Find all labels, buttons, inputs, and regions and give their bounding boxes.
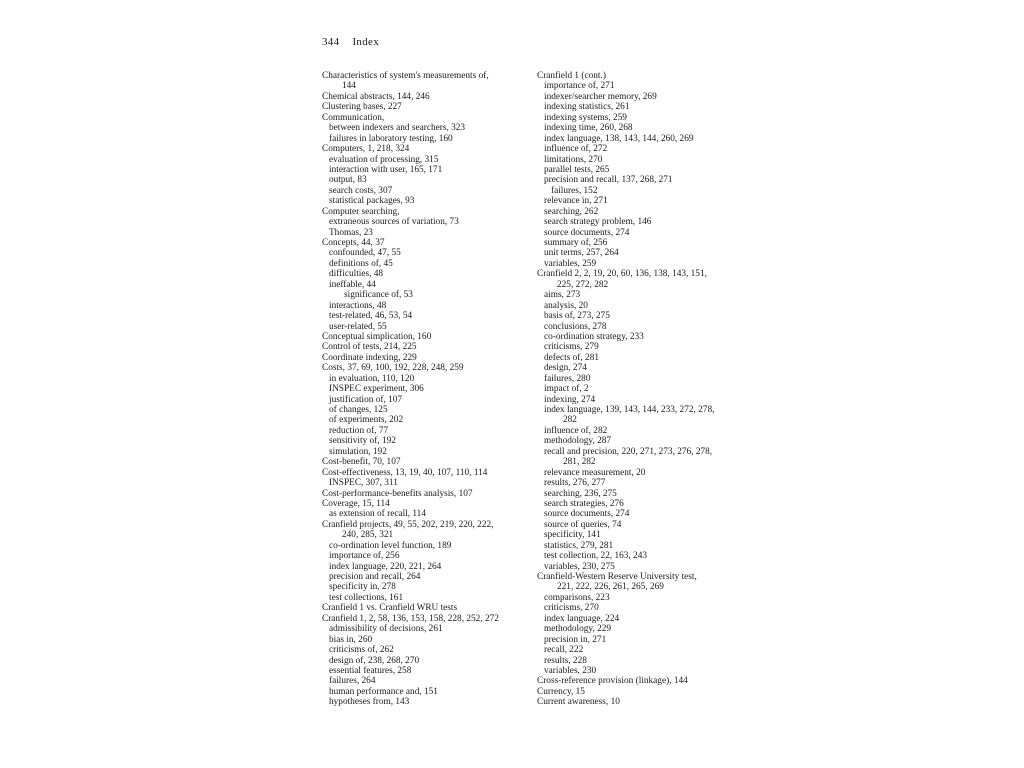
index-subentry: conclusions, 278 xyxy=(544,321,607,332)
index-subentry: recall, 222 xyxy=(544,645,584,656)
index-subentry: relevance in, 271 xyxy=(544,196,608,207)
index-subentry: criticisms, 279 xyxy=(544,342,599,353)
index-subentry: failures, 264 xyxy=(329,676,376,687)
index-subentry: indexing, 274 xyxy=(544,394,596,405)
index-subentry: ineffable, 44 xyxy=(329,279,376,290)
index-heading: Cranfield 1, 2, 58, 136, 153, 158, 228, 252, 272 xyxy=(322,613,499,624)
index-subentry: limitations, 270 xyxy=(544,154,603,165)
index-subentry: Thomas, 23 xyxy=(329,227,373,238)
index-heading: Computer searching, xyxy=(322,206,400,217)
index-heading: Chemical abstracts, 144, 246 xyxy=(322,91,430,102)
index-subentry: aims, 273 xyxy=(544,290,581,301)
index-heading: Concepts, 44, 37 xyxy=(322,238,385,248)
index-continuation: 240, 285, 321 xyxy=(342,530,394,541)
index-heading: Cross-reference provision (linkage), 144 xyxy=(537,676,688,687)
index-subentry: co-ordination strategy, 233 xyxy=(544,331,644,342)
index-subentry: index language, 224 xyxy=(544,613,620,624)
index-subentry: searching, 262 xyxy=(544,206,599,217)
index-subentry: INSPEC experiment, 306 xyxy=(329,384,424,395)
index-subentry: of experiments, 202 xyxy=(329,415,404,426)
index-subentry: design, 274 xyxy=(544,363,587,374)
index-heading: Characteristics of system's measurements of, xyxy=(322,71,489,81)
index-subentry: source of queries, 74 xyxy=(544,519,622,530)
index-subentry: variables, 259 xyxy=(544,258,597,269)
index-subentry: impact of, 2 xyxy=(544,384,589,395)
index-subentry: specificity in, 278 xyxy=(329,582,396,593)
index-subentry: as extension of recall, 114 xyxy=(329,509,426,520)
index-heading: Conceptual simplication, 160 xyxy=(322,331,432,342)
index-subentry: admissibility of decisions, 261 xyxy=(329,624,443,635)
index-subentry: reduction of, 77 xyxy=(329,425,389,436)
index-continuation: 225, 272, 282 xyxy=(557,279,609,290)
index-subentry: between indexers and searchers, 323 xyxy=(329,123,466,134)
index-subentry: bias in, 260 xyxy=(329,634,373,645)
index-subentry: relevance measurement, 20 xyxy=(544,467,646,478)
index-heading: Currency, 15 xyxy=(537,686,585,697)
index-subentry: in evaluation, 110, 120 xyxy=(329,373,415,384)
index-subentry: essential features, 258 xyxy=(329,665,412,676)
index-subentry: index language, 139, 143, 144, 233, 272, 278, xyxy=(544,405,715,415)
index-subentry: difficulties, 48 xyxy=(329,269,384,280)
index-subentry: searching, 236, 275 xyxy=(544,488,617,499)
index-heading: Cost-performance-benefits analysis, 107 xyxy=(322,488,473,499)
index-subentry: extraneous sources of variation, 73 xyxy=(329,217,459,228)
index-subentry: search strategy problem, 146 xyxy=(544,217,652,228)
index-heading: Control of tests, 214, 225 xyxy=(322,342,417,353)
index-subentry: simulation, 192 xyxy=(329,446,387,457)
index-subentry: methodology, 229 xyxy=(544,624,612,635)
index-subentry: statistics, 279, 281 xyxy=(544,540,614,551)
index-column-right xyxy=(537,71,767,708)
index-column-left xyxy=(322,71,532,708)
index-heading: Costs, 37, 69, 100, 192, 228, 248, 259 xyxy=(322,363,464,374)
index-subentry: analysis, 20 xyxy=(544,300,588,311)
index-subentry: importance of, 271 xyxy=(544,81,615,92)
index-subentry: test collections, 161 xyxy=(329,592,404,603)
index-subentry: influence of, 282 xyxy=(544,425,608,436)
index-subentry: results, 276, 277 xyxy=(544,478,606,489)
index-subentry: test collection, 22, 163, 243 xyxy=(544,551,648,562)
index-subentry: source documents, 274 xyxy=(544,227,630,238)
index-subentry: variables, 230 xyxy=(544,665,597,676)
index-subentry: influence of, 272 xyxy=(544,144,608,155)
page-number: 344 xyxy=(322,36,340,48)
index-subentry: unit terms, 257, 264 xyxy=(544,248,619,259)
index-subentry: search costs, 307 xyxy=(329,185,393,196)
index-subentry: results, 228 xyxy=(544,655,587,666)
index-subentry: defects of, 281 xyxy=(544,352,599,363)
index-subentry: recall and precision, 220, 271, 273, 276, 278, xyxy=(544,446,713,457)
index-subentry: variables, 230, 275 xyxy=(544,561,615,572)
running-title: Index xyxy=(352,36,380,48)
index-subentry: criticisms, 270 xyxy=(544,603,599,614)
index-heading: Cranfield-Western Reserve University test, xyxy=(537,572,697,582)
index-subentry: evaluation of processing, 315 xyxy=(329,154,439,165)
index-subentry: justification of, 107 xyxy=(329,394,403,405)
index-subentry: precision and recall, 264 xyxy=(329,572,421,582)
index-subentry: index language, 220, 221, 264 xyxy=(329,561,442,572)
index-subentry: design of, 238, 268, 270 xyxy=(329,655,420,666)
index-heading: Cranfield 1 vs. Cranfield WRU tests xyxy=(322,603,458,614)
index-subentry: failures in laboratory testing, 160 xyxy=(329,133,453,144)
index-subentry: sensitivity of, 192 xyxy=(329,436,396,447)
index-subentry: comparisons, 223 xyxy=(544,592,610,603)
index-heading: Cranfield projects, 49, 55, 202, 219, 220, 222, xyxy=(322,519,494,530)
index-subentry: INSPEC, 307, 311 xyxy=(329,478,398,489)
index-continuation: 281, 282 xyxy=(563,457,596,468)
index-subentry: significance of, 53 xyxy=(344,290,413,301)
index-heading: Cost-benefit, 70, 107 xyxy=(322,457,401,468)
index-heading: Communication, xyxy=(322,112,385,123)
index-subentry: summary of, 256 xyxy=(544,238,608,248)
index-subentry: interaction with user, 165, 171 xyxy=(329,164,443,175)
index-subentry: statistical packages, 93 xyxy=(329,196,415,207)
index-continuation: 221, 222, 226, 261, 265, 269 xyxy=(557,582,664,593)
index-heading: Current awareness, 10 xyxy=(537,697,620,708)
index-subentry: indexing systems, 259 xyxy=(544,112,627,123)
index-subentry: indexing time, 260, 268 xyxy=(544,123,633,134)
index-subentry: importance of, 256 xyxy=(329,551,400,562)
index-subentry: methodology, 287 xyxy=(544,436,612,447)
index-subentry: failures, 152 xyxy=(551,185,598,196)
index-subentry: precision and recall, 137, 268, 271 xyxy=(544,175,673,186)
index-heading: Cost-effectiveness, 13, 19, 40, 107, 110, 114 xyxy=(322,467,488,478)
index-subentry: confounded, 47, 55 xyxy=(329,248,401,259)
index-subentry: indexer/searcher memory, 269 xyxy=(544,91,657,102)
index-subentry: hypotheses from, 143 xyxy=(329,697,410,708)
index-subentry: precision in, 271 xyxy=(544,634,607,645)
index-continuation: 282 xyxy=(563,415,577,426)
index-subentry: failures, 280 xyxy=(544,373,591,384)
index-subentry: indexing statistics, 261 xyxy=(544,102,630,113)
index-subentry: specificity, 141 xyxy=(544,530,601,541)
index-subentry: test-related, 46, 53, 54 xyxy=(329,311,413,322)
index-subentry: user-related, 55 xyxy=(329,321,387,332)
index-subentry: source documents, 274 xyxy=(544,509,630,520)
index-subentry: criticisms of, 262 xyxy=(329,645,394,656)
page-header xyxy=(322,36,379,48)
index-subentry: index language, 138, 143, 144, 260, 269 xyxy=(544,133,694,144)
index-subentry: search strategies, 276 xyxy=(544,498,624,509)
index-heading: Computers, 1, 218, 324 xyxy=(322,144,410,155)
index-heading: Clustering bases, 227 xyxy=(322,102,402,113)
index-subentry: parallel tests, 265 xyxy=(544,164,610,175)
index-continuation: 144 xyxy=(342,81,356,92)
index-subentry: of changes, 125 xyxy=(329,405,388,415)
index-subentry: interactions, 48 xyxy=(329,300,387,311)
index-subentry: co-ordination level function, 189 xyxy=(329,540,452,551)
index-subentry: basis of, 273, 275 xyxy=(544,311,610,322)
index-subentry: human performance and, 151 xyxy=(329,686,438,697)
index-subentry: definitions of, 45 xyxy=(329,258,393,269)
index-heading: Coordinate indexing, 229 xyxy=(322,352,417,363)
index-heading: Cranfield 2, 2, 19, 20, 60, 136, 138, 143, 151, xyxy=(537,269,707,280)
index-subentry: output, 83 xyxy=(329,175,367,186)
index-heading: Coverage, 15, 114 xyxy=(322,498,390,509)
index-heading: Cranfield 1 (cont.) xyxy=(537,71,606,81)
